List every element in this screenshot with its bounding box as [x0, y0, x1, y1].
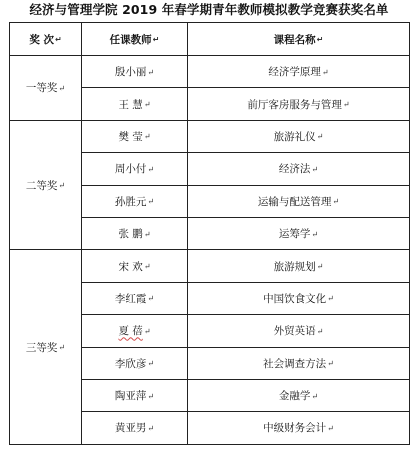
course-cell: 运输与配送管理↵ [188, 185, 410, 217]
course-cell: 社会调查方法↵ [188, 347, 410, 379]
paragraph-mark-icon: ↵ [321, 67, 329, 77]
paragraph-mark-icon: ↵ [316, 326, 324, 336]
teacher-cell: 陶亚萍↵ [82, 379, 188, 411]
paragraph-mark-icon: ↵ [327, 423, 334, 433]
paragraph-mark-icon: ↵ [311, 164, 319, 174]
course-cell: 中国饮食文化↵ [188, 282, 410, 314]
course-cell: 前厅客房服务与管理↵ [188, 88, 410, 120]
header-teacher: 任课教师↵ [82, 23, 188, 56]
paragraph-mark-icon: ↵ [316, 132, 324, 142]
award-level-cell: 三等奖↵ [10, 250, 82, 444]
paragraph-mark-icon: ↵ [147, 391, 155, 401]
paragraph-mark-icon: ↵ [147, 67, 155, 77]
spellcheck-flagged-name: 夏 蓓 [118, 325, 143, 338]
paragraph-mark-icon: ↵ [58, 181, 66, 191]
teacher-cell: 孙胜元↵ [82, 185, 188, 217]
teacher-cell: 周小付↵ [82, 153, 188, 185]
paragraph-mark-icon: ↵ [143, 132, 151, 142]
award-table [9, 22, 410, 445]
course-cell: 旅游礼仪↵ [188, 120, 410, 152]
paragraph-mark-icon: ↵ [316, 262, 324, 272]
paragraph-mark-icon: ↵ [327, 359, 334, 369]
paragraph-mark-icon: ↵ [152, 35, 160, 44]
paragraph-mark-icon: ↵ [332, 197, 340, 207]
paragraph-mark-icon: ↵ [143, 100, 151, 110]
paragraph-mark-icon: ↵ [143, 326, 151, 336]
paragraph-mark-icon: ↵ [147, 294, 155, 304]
document-title: 经济与管理学院 2019 年春学期青年教师模拟教学竞赛获奖名单 [29, 2, 389, 17]
course-cell: 经济法↵ [188, 153, 410, 185]
paragraph-mark-icon: ↵ [143, 262, 151, 272]
paragraph-mark-icon: ↵ [316, 35, 324, 44]
teacher-cell: 李红霞↵ [82, 282, 188, 314]
paragraph-mark-icon: ↵ [147, 164, 155, 174]
teacher-cell: 王 慧↵ [82, 88, 188, 120]
teacher-cell: 黄亚男↵ [82, 412, 188, 444]
course-cell: 旅游规划↵ [188, 250, 410, 282]
paragraph-mark-icon: ↵ [143, 229, 151, 239]
paragraph-mark-icon: ↵ [147, 359, 155, 369]
teacher-cell: 李欣彦↵ [82, 347, 188, 379]
paragraph-mark-icon: ↵ [311, 229, 319, 239]
award-level-cell: 二等奖↵ [10, 120, 82, 250]
paragraph-mark-icon: ↵ [311, 391, 319, 401]
paragraph-mark-icon: ↵ [58, 83, 66, 93]
table-row [10, 56, 410, 88]
paragraph-mark-icon: ↵ [54, 35, 62, 44]
course-cell: 外贸英语↵ [188, 315, 410, 347]
teacher-cell: 张 鹏↵ [82, 217, 188, 249]
header-award: 奖 次↵ [10, 23, 82, 56]
course-cell: 经济学原理↵ [188, 56, 410, 88]
teacher-cell: 樊 莹↵ [82, 120, 188, 152]
paragraph-mark-icon: ↵ [327, 294, 334, 304]
paragraph-mark-icon: ↵ [342, 100, 350, 110]
teacher-cell [82, 315, 188, 347]
teacher-cell: 宋 欢↵ [82, 250, 188, 282]
paragraph-mark-icon: ↵ [58, 343, 66, 353]
teacher-cell: 殷小丽↵ [82, 56, 188, 88]
paragraph-mark-icon: ↵ [147, 423, 155, 433]
header-course: 课程名称↵ [188, 23, 410, 56]
table-row [10, 120, 410, 152]
header-row [10, 23, 410, 56]
course-cell: 金融学↵ [188, 379, 410, 411]
course-cell: 运筹学↵ [188, 217, 410, 249]
award-level-cell: 一等奖↵ [10, 56, 82, 121]
course-cell: 中级财务会计↵ [188, 412, 410, 444]
paragraph-mark-icon: ↵ [147, 197, 155, 207]
table-row [10, 250, 410, 282]
